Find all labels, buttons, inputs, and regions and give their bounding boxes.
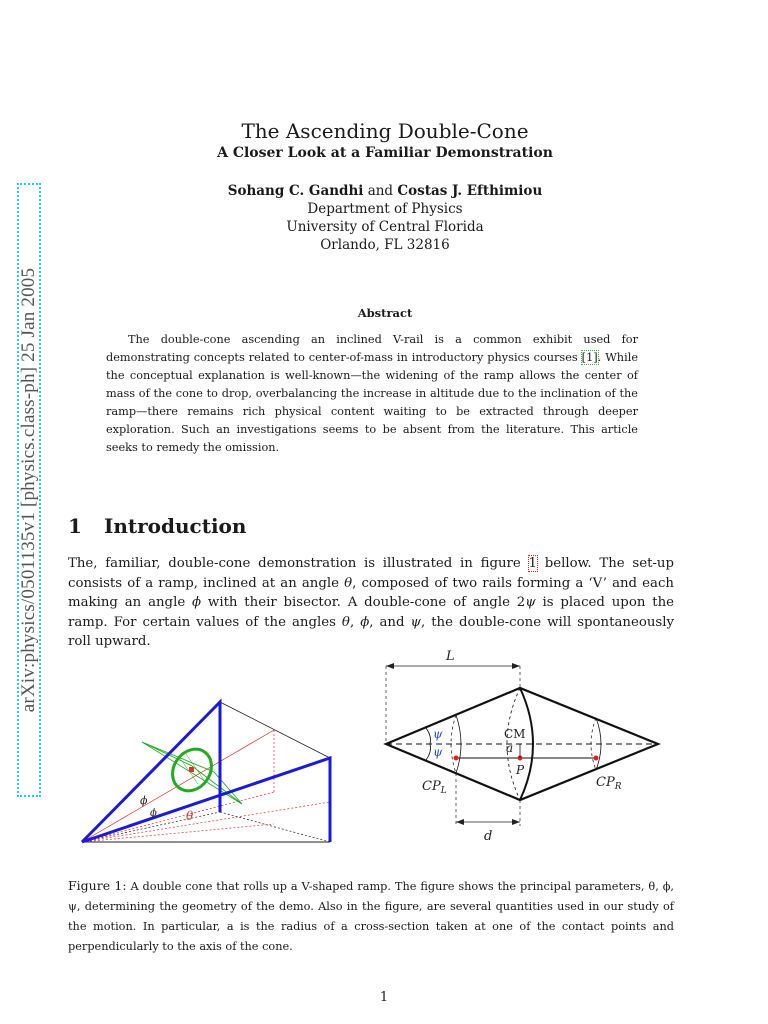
author-second: Costas J. Efthimiou	[397, 183, 543, 199]
arxiv-stamp	[0, 0, 54, 1024]
ramp-dash-3	[220, 812, 330, 842]
title-block	[100, 118, 670, 254]
author-conjunction: and	[367, 183, 394, 199]
page-number: 1	[379, 990, 389, 1005]
cone-center-marker	[189, 767, 194, 772]
label-p: P	[516, 763, 525, 777]
arxiv-identifier[interactable]: arXiv:physics/0501135v1 [physics.class-ph] 25 Jan 2005	[18, 267, 39, 713]
abstract-body	[106, 331, 638, 457]
rail-right	[82, 758, 330, 842]
double-cone-diagram	[370, 640, 670, 852]
label-cp-left-sub: L	[440, 786, 447, 796]
symbol-psi: ψ	[525, 595, 536, 610]
contact-point-left	[454, 756, 459, 761]
label-psi-bottom: ψ	[433, 745, 443, 759]
affiliation-address: Orlando, FL 32816	[320, 237, 450, 253]
label-phi-2: ϕ	[150, 808, 157, 819]
guide-line-2	[82, 792, 274, 842]
figure-ref-link[interactable]: 1	[528, 556, 537, 571]
dim-L-head-right	[512, 663, 520, 669]
ramp-top-edge	[220, 702, 330, 758]
paper-title: The Ascending Double-Cone	[241, 119, 529, 143]
label-cp-left-main: CP	[422, 779, 441, 794]
figure-caption	[68, 876, 674, 957]
intro-text: , composed of two rails forming a ‘V’ and each making an angle	[68, 575, 674, 610]
psi-arc-top	[426, 728, 431, 744]
symbol-theta: θ	[341, 614, 350, 630]
label-theta: θ	[186, 809, 194, 823]
ramp-figure	[74, 692, 344, 850]
symbol-psi: ψ	[410, 614, 421, 630]
author-first: Sohang C. Gandhi	[227, 183, 364, 199]
label-cm: CM	[504, 727, 526, 741]
affiliation-department: Department of Physics	[307, 201, 463, 217]
symbol-theta: θ	[344, 575, 353, 591]
dim-d-head-left	[456, 819, 464, 825]
intro-text: The, familiar, double-cone demonstration is illustrated in figure	[68, 556, 529, 571]
section-title: Introduction	[104, 514, 247, 538]
contact-point-right	[594, 756, 599, 761]
abstract-text-1: The double-cone ascending an inclined V-rail is a common exhibit used for demonstrating concepts related to center-of-mass in introductory physics courses	[106, 333, 638, 364]
label-cp-right-sub: R	[614, 782, 622, 792]
caption-text: A double cone that rolls up a V-shaped ramp. The figure shows the principal parameters, θ, ϕ, ψ, determining the geometry of the demo. Also in the figure, are several quantities used in our study of the motion. In particular, a is the radius of a cross-section taken at one of the contact points and perpendicularly to the axis of the cone.	[68, 880, 675, 953]
caption-label: Figure 1:	[68, 878, 127, 893]
intro-text: , the double-cone will spontaneously roll upward.	[68, 614, 674, 649]
affiliation-university: University of Central Florida	[286, 219, 484, 235]
label-psi-top: ψ	[433, 727, 443, 741]
abstract-heading: Abstract	[357, 306, 413, 320]
label-a: a	[506, 741, 514, 755]
guide-line-3	[82, 802, 330, 842]
symbol-phi: ϕ	[360, 614, 370, 630]
dim-L-head-left	[386, 663, 394, 669]
cone-axis	[142, 742, 242, 804]
intro-text: with their bisector. A double-cone of angle 2	[201, 595, 526, 610]
intro-paragraph: The, familiar, double-cone demonstration is illustrated in figure 1 bellow. The set-up consists of a ramp, inclined at an angle θ, composed of two rails forming a ‘V’ and each making an angle ϕ with their bisector. A double-cone of angle 2ψ is placed upon the ramp. For certain values of the angles θ, ϕ, and ψ, the double-cone will spontaneously roll upward.	[68, 556, 674, 649]
label-cp-left	[422, 779, 447, 796]
label-phi-1: ϕ	[140, 794, 148, 807]
label-cp-right	[596, 775, 622, 792]
label-d: d	[484, 829, 493, 844]
authors	[100, 182, 670, 200]
dim-d-head-right	[512, 819, 520, 825]
citation-link[interactable]: [1]	[581, 351, 598, 364]
label-L: L	[446, 649, 455, 664]
intro-text: is placed upon the ramp. For certain values of the angles	[68, 595, 674, 630]
paper-subtitle: A Closer Look at a Familiar Demonstration	[217, 145, 553, 161]
label-cp-right-main: CP	[596, 775, 615, 790]
symbol-phi: ϕ	[192, 595, 202, 610]
abstract-text-2: . While the conceptual explanation is well-known—the widening of the ramp allows the center of mass of the cone to drop, overbalancing the increase in altitude due to the inclination of the ramp—there remains rich physical content waiting to be extracted through deeper exploration. Such an investigations seems to be absent from the literature. This article seeks to remedy the omission.	[106, 351, 638, 454]
intro-text: , and	[369, 614, 411, 630]
intro-text: bellow. The set-up consists of a ramp, inclined at an angle	[68, 556, 674, 591]
section-number: 1	[68, 514, 82, 538]
section-heading	[68, 514, 246, 538]
psi-arc-bottom	[426, 744, 431, 760]
